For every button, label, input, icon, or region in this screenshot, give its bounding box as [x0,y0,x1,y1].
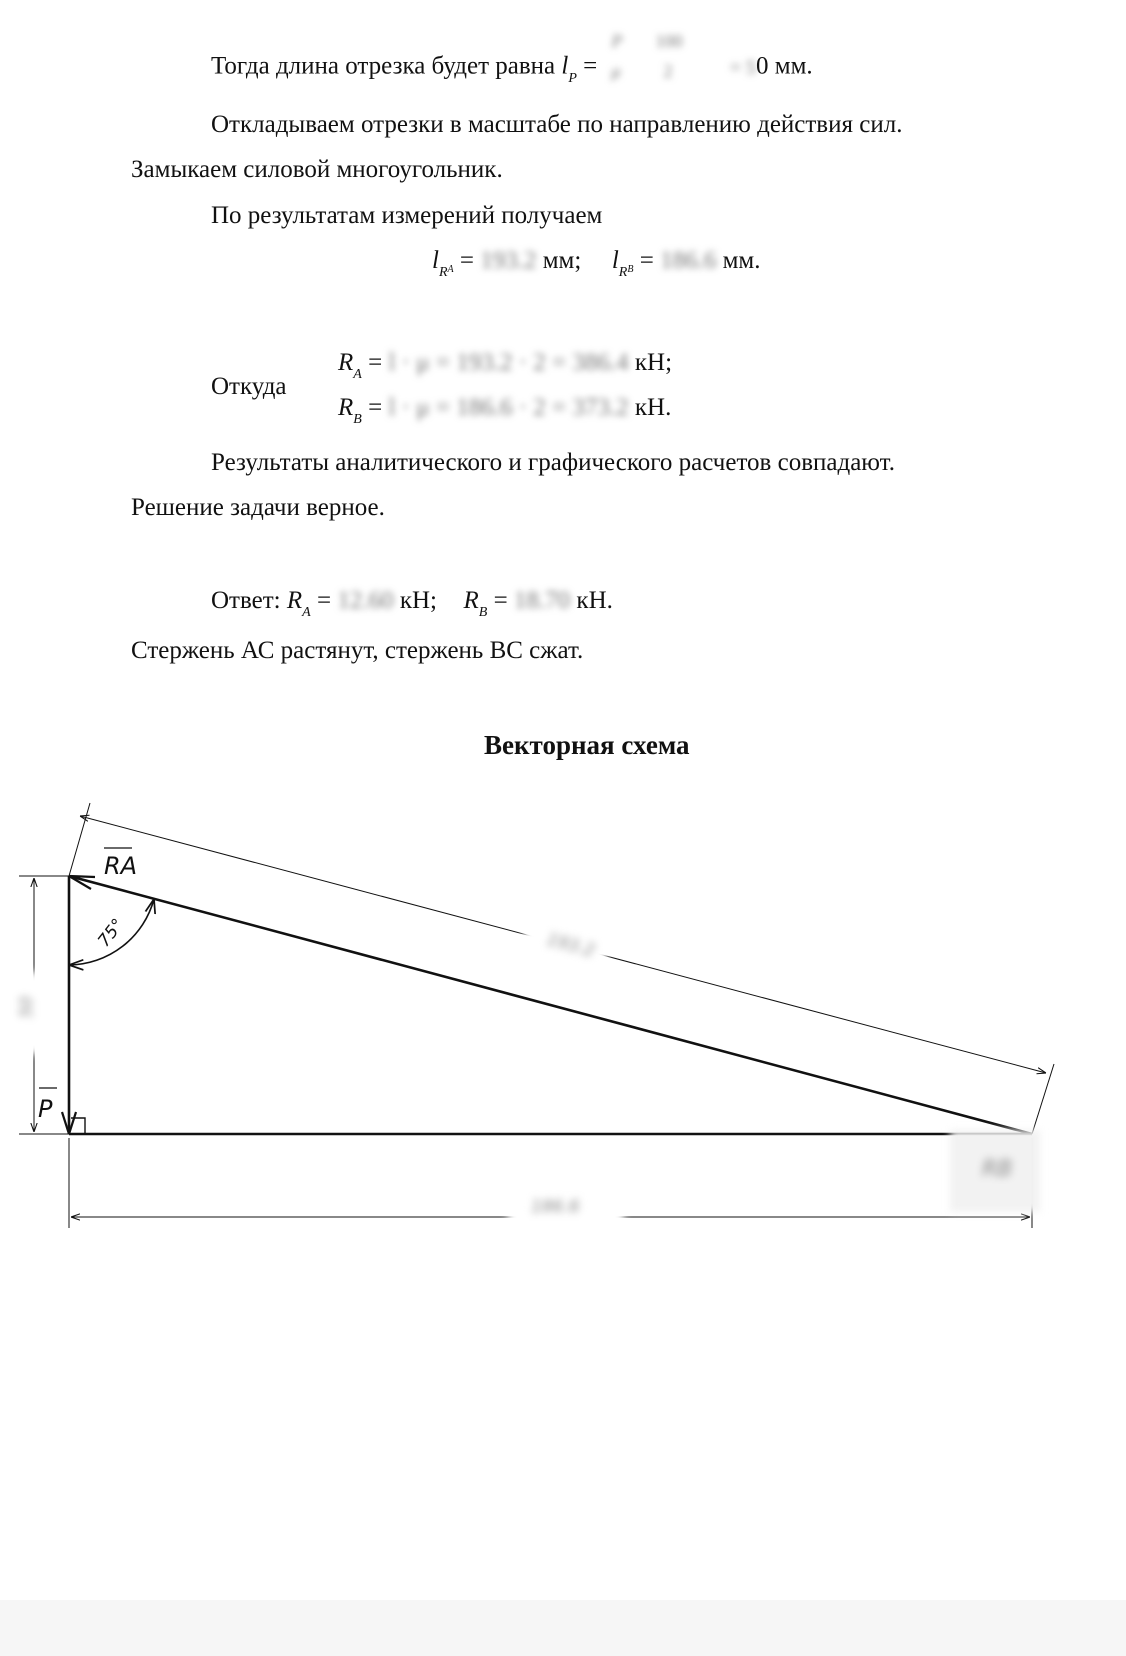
answer-rb-value: 18.70 [513,587,571,614]
ra-eq: = [368,349,383,376]
lb-unit: мм. [722,247,761,274]
frac-den: μ [611,61,621,81]
length-line-prefix: Тогда длина отрезка будет равна [211,52,556,80]
para-scale-line1: Откладываем отрезки в масштабе по направлению действия сил. [211,111,903,138]
answer-ra-eq: = [316,587,332,614]
lb-sub: R [618,265,628,280]
answer-ra-value: 12.60 [337,587,394,614]
dim-hyp-value: 193.2 [544,929,597,962]
rb-eq: = [368,394,383,421]
lb-symbol: l [611,247,619,274]
length-result: 0 [756,52,769,80]
answer-label: Ответ: [211,587,281,614]
frac-num2: 100 [655,31,683,51]
lb-value: 186.6 [660,247,717,274]
angle-label: 75° [94,915,129,952]
dim-hyp-ext-left [69,803,90,876]
answer-rb-unit: кН. [576,587,613,614]
la-symbol: l [432,247,439,274]
rods-statement: Стержень АС растянут, стержень ВС сжат. [131,637,584,664]
page-bottom-strip [0,1600,1126,1656]
dim-vert-value: 50 [17,996,37,1018]
la-sub: R [438,265,448,280]
blurred-dimension-labels [10,911,1040,1230]
para-measure: По результатам измерений получаем [211,202,603,229]
answer-rb-eq: = [493,587,508,614]
la-subsub: A [447,264,454,275]
frac-num: P [611,31,623,51]
otkuda-label: Откуда [211,373,287,400]
rb-sub: B [353,412,362,427]
la-eq: = [459,247,474,274]
answer-rb-sub: B [478,605,488,620]
dim-hyp-ext-right [1032,1064,1054,1134]
lb-subsub: B [627,264,634,275]
result-line1: Результаты аналитического и графического расчетов совпадают. [211,449,895,476]
dim-base-value: 186.6 [531,1197,580,1217]
label-rb: RB [982,1157,1013,1182]
ra-unit: кН; [634,349,673,376]
answer-ra-sub: A [302,605,311,620]
la-unit: мм; [542,247,582,274]
para-scale-line2: Замыкаем силовой многоугольник. [131,156,503,183]
vector-ra-line [69,876,1032,1134]
answer-ra-unit: кН; [399,587,437,614]
frac-den2: 2 [663,61,673,81]
ra-expression: l · μ = 193.2 · 2 = 386.4 [388,349,629,376]
rb-symbol: R [338,394,354,421]
length-unit: мм. [774,52,813,80]
ra-symbol: R [338,349,354,376]
result-line2: Решение задачи верное. [131,494,385,521]
la-value: 193.2 [480,247,537,274]
label-p: P [38,1095,53,1123]
answer-rb-symbol: R [463,587,479,614]
rb-expression: l · μ = 186.6 · 2 = 373.2 [388,394,629,421]
answer-ra-symbol: R [286,587,303,614]
rb-unit: кН. [634,394,672,421]
length-eq: = [583,52,598,80]
length-var: l [561,52,569,80]
ra-sub: A [353,367,362,382]
length-result-hidden: = 5 [729,56,757,79]
diagram-heading: Векторная схема [484,730,690,760]
label-ra: RA [104,852,138,880]
lb-eq: = [639,247,654,274]
length-var-sub: P [568,70,577,86]
